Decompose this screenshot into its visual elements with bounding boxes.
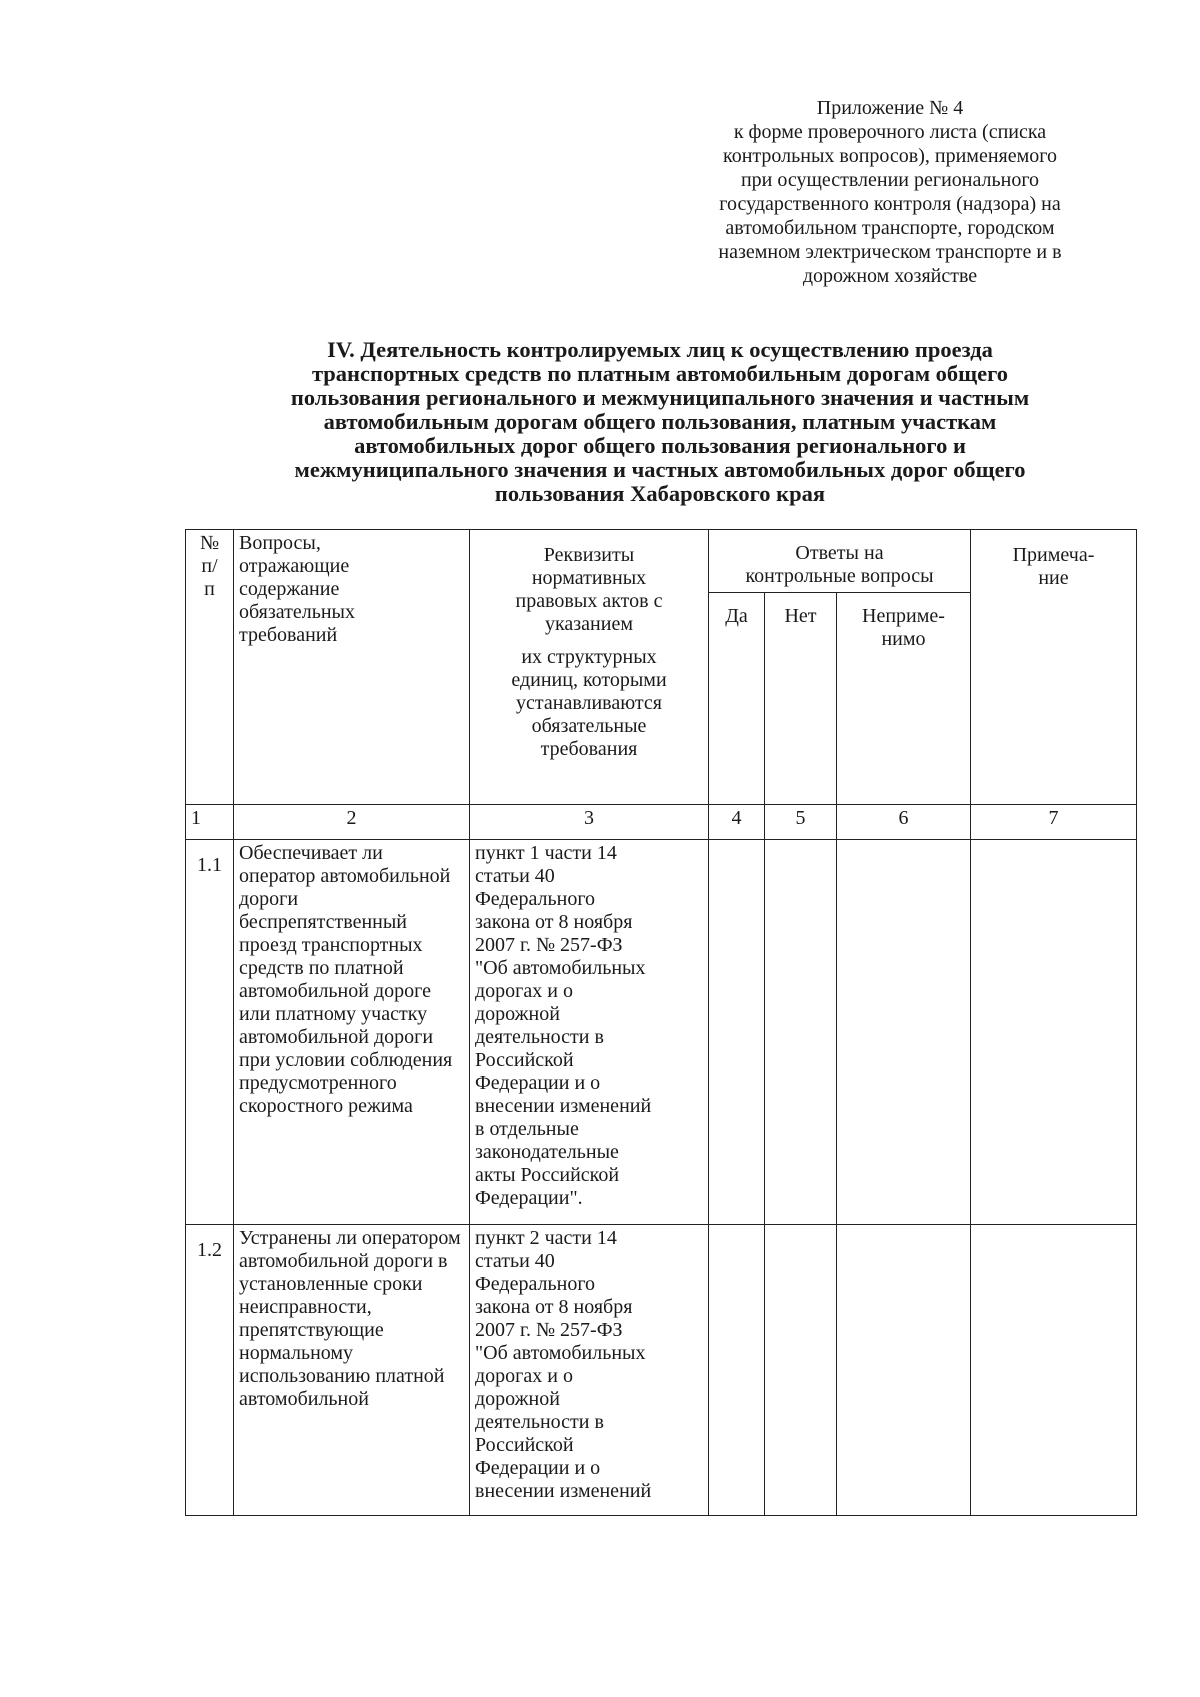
appendix-line: контрольных вопросов), применяемого: [723, 145, 1057, 167]
header-text: обязательных: [239, 601, 355, 623]
question-line: автомобильной: [239, 1388, 369, 1410]
title-line: автомобильных дорог общего пользования регионального и: [354, 433, 966, 458]
reference-line: дорожной: [475, 1003, 560, 1025]
reference-line: 2007 г. № 257-ФЗ: [475, 1319, 623, 1341]
header-text: Реквизиты: [543, 544, 635, 566]
header-text: п/: [201, 555, 218, 577]
row-number: 1.2: [186, 1225, 234, 1516]
reference-line: деятельности в: [475, 1026, 604, 1048]
question-line: дороги при условии: [239, 1026, 434, 1071]
header-number: [186, 530, 234, 805]
question-line: нормальному: [239, 1342, 354, 1364]
header-text: Примеча-: [1012, 544, 1095, 566]
header-yes: [709, 593, 765, 805]
question-line: использованию: [239, 1365, 371, 1387]
header-text: Неприме-: [862, 605, 945, 627]
reference-line: Федерального: [475, 888, 596, 910]
header-references: [470, 530, 709, 805]
title-line: пользования регионального и межмуниципального значения и частным: [290, 385, 1030, 410]
reference-line: в отдельные: [475, 1118, 579, 1140]
reference-line: акты Российской: [475, 1164, 620, 1186]
checklist-table: [185, 529, 1137, 1516]
column-number: 6: [837, 805, 971, 840]
reference-line: внесении изменений: [475, 1095, 652, 1117]
question-line: сроки: [373, 1273, 423, 1295]
reference-line: дорогах и о: [475, 980, 573, 1002]
reference-line: Федерации".: [475, 1187, 583, 1209]
question-line: оператор: [239, 865, 316, 887]
header-text: отражающие: [239, 555, 350, 577]
row-number: 1.1: [186, 840, 234, 1225]
column-number: 3: [470, 805, 709, 840]
column-number: 7: [971, 805, 1137, 840]
header-text: п: [204, 578, 215, 600]
reference-line: Федерального: [475, 1273, 596, 1295]
reference-line: закона от 8 ноября: [475, 911, 633, 933]
header-text: Ответы на: [795, 542, 884, 564]
reference-line: дорожной: [475, 1388, 560, 1410]
question-line: проезд: [239, 934, 297, 956]
reference-line: пункт 2 части 14: [475, 1227, 617, 1249]
question-line: автомобильной: [239, 1026, 369, 1048]
answer-na-cell[interactable]: [837, 840, 971, 1225]
note-cell[interactable]: [971, 840, 1137, 1225]
answer-yes-cell[interactable]: [709, 1225, 765, 1516]
question-line: транспортных: [301, 934, 423, 956]
question-line: установленные: [239, 1273, 369, 1295]
header-text: требования: [540, 738, 638, 760]
reference-line: внесении изменений: [475, 1480, 652, 1502]
reference-line: Федерации и о: [475, 1072, 601, 1094]
question-line: неисправности,: [239, 1296, 372, 1318]
reference-line: "Об автомобильных: [475, 1342, 646, 1364]
appendix-line: автомобильном транспорте, городском: [725, 217, 1055, 239]
reference-cell: [470, 840, 709, 1225]
appendix-line: государственного контроля (надзора) на: [719, 193, 1061, 215]
appendix-line: наземном электрическом транспорте и в: [718, 241, 1062, 263]
header-no: [765, 593, 837, 805]
reference-line: Российской: [475, 1049, 574, 1071]
reference-line: статьи 40: [475, 865, 555, 887]
reference-line: Российской: [475, 1434, 574, 1456]
header-text: контрольные вопросы: [745, 565, 934, 587]
appendix-header: [650, 96, 1130, 288]
reference-line: 2007 г. № 257-ФЗ: [475, 934, 623, 956]
header-text: содержание: [239, 578, 340, 600]
table-row: [186, 840, 1137, 1225]
reference-line: статьи 40: [475, 1250, 555, 1272]
appendix-line: при осуществлении регионального: [740, 169, 1040, 191]
reference-line: Федерации и о: [475, 1457, 601, 1479]
question-line: дороги: [239, 888, 299, 910]
reference-line: "Об автомобильных: [475, 957, 646, 979]
header-text: нормативных: [531, 567, 647, 589]
appendix-line: Приложение № 4: [816, 97, 964, 119]
column-numbers-row: [186, 805, 1137, 840]
question-cell: [234, 840, 470, 1225]
question-line: предусмотренного: [239, 1072, 397, 1094]
header-text: Нет: [784, 605, 817, 627]
header-text: единиц, которыми: [511, 669, 667, 691]
reference-line: законодательные: [475, 1141, 619, 1163]
header-text: ние: [1038, 567, 1069, 589]
question-line: платному участку: [275, 1003, 428, 1025]
header-text: указанием: [544, 613, 633, 635]
question-line: дороги в: [373, 1250, 448, 1272]
question-cell: [234, 1225, 470, 1516]
title-line: межмуниципального значения и частных автомобильных дорог общего: [294, 457, 1026, 482]
header-text: Вопросы,: [239, 532, 321, 554]
answer-no-cell[interactable]: [765, 840, 837, 1225]
header-row: [186, 530, 1137, 593]
reference-cell: [470, 1225, 709, 1516]
title-line: IV. Деятельность контролируемых лиц к осуществлению проезда: [327, 337, 993, 362]
question-line: соблюдения: [350, 1049, 453, 1071]
header-text: устанавливаются: [516, 692, 662, 714]
question-line: беспрепятственный: [239, 911, 407, 933]
question-line: оператором: [361, 1227, 461, 1249]
header-text: их структурных: [521, 646, 657, 668]
question-line: средств по платной: [239, 957, 404, 979]
answer-no-cell[interactable]: [765, 1225, 837, 1516]
column-number: 1: [186, 805, 234, 840]
title-line: пользования Хабаровского края: [494, 481, 826, 506]
question-line: автомобильной: [239, 980, 369, 1002]
table-row: [186, 1225, 1137, 1516]
reference-line: дорогах и о: [475, 1365, 573, 1387]
header-text: №: [199, 532, 220, 554]
section-title: [180, 338, 1140, 506]
column-number: 5: [765, 805, 837, 840]
reference-line: деятельности в: [475, 1411, 604, 1433]
title-line: транспортных средств по платным автомобильным дорогам общего: [311, 361, 1009, 386]
question-line: дороге или: [239, 980, 431, 1025]
question-line: препятствующие: [239, 1319, 384, 1341]
header-text: правовых актов с: [515, 590, 663, 612]
column-number: 4: [709, 805, 765, 840]
question-line: скоростного режима: [239, 1095, 413, 1117]
title-line: автомобильным дорогам общего пользования, платным участкам: [323, 409, 997, 434]
question-line: автомобильной: [239, 1250, 369, 1272]
question-line: автомобильной: [320, 865, 451, 887]
question-line: Обеспечивает ли: [239, 842, 383, 864]
note-cell[interactable]: [971, 1225, 1137, 1516]
appendix-line: дорожном хозяйстве: [802, 265, 978, 287]
header-not-applicable: [837, 593, 971, 805]
header-text: требований: [239, 624, 338, 646]
answer-yes-cell[interactable]: [709, 840, 765, 1225]
answer-na-cell[interactable]: [837, 1225, 971, 1516]
header-text: нимо: [881, 628, 926, 650]
reference-line: пункт 1 части 14: [475, 842, 617, 864]
header-questions: [234, 530, 470, 805]
header-text: Да: [725, 605, 748, 627]
appendix-line: к форме проверочного листа (списка: [733, 121, 1047, 143]
header-answers: [709, 530, 971, 593]
reference-line: закона от 8 ноября: [475, 1296, 633, 1318]
header-text: обязательные: [531, 715, 647, 737]
column-number: 2: [234, 805, 470, 840]
header-note: [971, 530, 1137, 805]
question-line: Устранены ли: [239, 1227, 357, 1249]
question-line: платной: [375, 1365, 445, 1387]
